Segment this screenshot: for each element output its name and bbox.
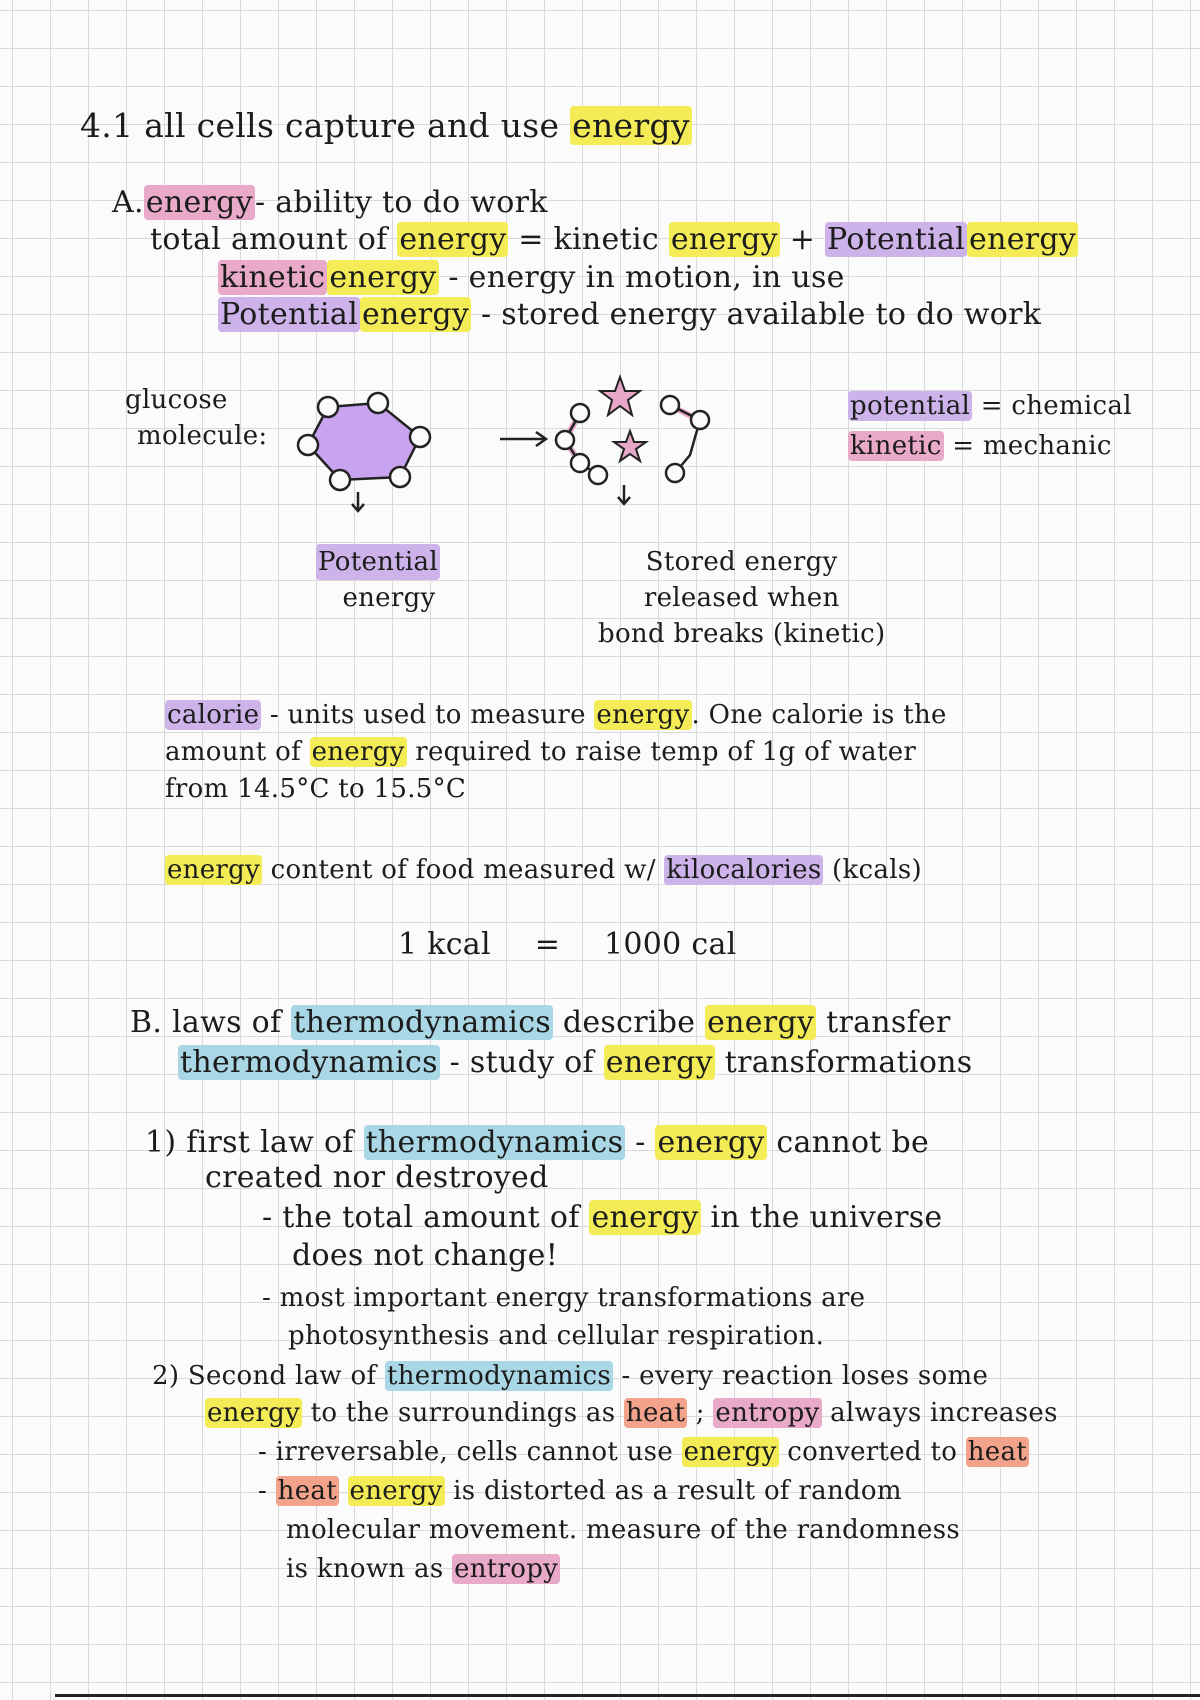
potential-energy-caption xyxy=(316,544,440,616)
eq-right: 1000 cal xyxy=(604,927,737,962)
arrow-right-icon xyxy=(500,432,546,446)
text: is distorted as a result of random xyxy=(444,1476,902,1506)
term-calorie: calorie xyxy=(167,700,260,730)
highlight-thermodynamics: thermodynamics xyxy=(365,1125,624,1160)
text: . One calorie is the xyxy=(691,700,947,730)
highlight-kinetic: kinetic xyxy=(220,260,326,295)
highlight-heat: heat xyxy=(967,1437,1027,1467)
law1-bullet-1-cont: does not change! xyxy=(292,1238,559,1273)
text: - irreversable, cells cannot use xyxy=(258,1437,682,1467)
title-highlight: energy xyxy=(572,106,690,145)
highlight-heat: heat xyxy=(625,1398,686,1428)
text: + xyxy=(779,222,826,257)
page-bottom-edge xyxy=(55,1694,1200,1697)
highlight-energy: energy xyxy=(657,1125,765,1160)
section-a-line-2 xyxy=(150,222,1078,258)
text: - stored energy available to do work xyxy=(471,297,1042,332)
highlight-kilocalories: kilocalories xyxy=(666,855,822,885)
text: ; xyxy=(687,1398,714,1428)
eq-sign: = xyxy=(534,927,561,962)
highlight-heat: heat xyxy=(277,1476,337,1506)
text: - the total amount of xyxy=(262,1200,590,1235)
glucose-label xyxy=(125,382,267,454)
section-b-line-1 xyxy=(130,1005,951,1041)
law1-bullet-2-cont: photosynthesis and cellular respiration. xyxy=(288,1321,825,1351)
highlight-potential: Potential xyxy=(827,222,966,257)
text: (kcals) xyxy=(823,855,922,885)
title-number: 4.1 xyxy=(80,106,134,145)
caption-line: Stored energy xyxy=(645,547,838,577)
highlight-energy: energy xyxy=(596,700,690,730)
kcal-equation xyxy=(398,927,737,963)
section-a-label: A. xyxy=(112,185,144,220)
text: cannot be xyxy=(766,1125,930,1160)
text: - units used to measure xyxy=(261,700,595,730)
text: - energy in motion, in use xyxy=(438,260,845,295)
text: describe xyxy=(553,1005,706,1040)
highlight-energy: energy xyxy=(207,1398,301,1428)
highlight-energy: energy xyxy=(399,222,507,257)
highlight-entropy: entropy xyxy=(454,1554,559,1584)
highlight-energy: energy xyxy=(362,297,470,332)
text: is known as xyxy=(286,1554,453,1584)
highlight-energy: energy xyxy=(969,222,1077,257)
highlight-energy: energy xyxy=(591,1200,699,1235)
highlight-thermodynamics: thermodynamics xyxy=(180,1045,438,1080)
term-energy: energy xyxy=(145,185,253,220)
text: B. laws of xyxy=(130,1005,292,1040)
legend xyxy=(848,388,1132,464)
caption-potential: Potential xyxy=(316,544,440,580)
law2-bullet-2 xyxy=(258,1473,902,1509)
law1-bullet-2: - most important energy transformations are xyxy=(262,1283,866,1313)
legend-mechanic: = mechanic xyxy=(943,431,1112,461)
legend-potential: potential xyxy=(850,391,971,421)
text: in the universe xyxy=(700,1200,943,1235)
law2-bullet-1 xyxy=(258,1434,1029,1470)
star-icon xyxy=(600,377,640,415)
law2-bullet-2-end xyxy=(286,1551,560,1587)
legend-item-potential xyxy=(848,388,1132,424)
text: total amount of xyxy=(150,222,388,257)
law2-line-1 xyxy=(152,1358,988,1394)
highlight-energy: energy xyxy=(670,222,778,257)
highlight-entropy: entropy xyxy=(715,1398,820,1428)
caption-energy: energy xyxy=(342,583,436,613)
text: amount of xyxy=(165,737,310,767)
kcal-line xyxy=(165,852,922,888)
law1-line-2: created nor destroyed xyxy=(205,1160,549,1195)
highlight-energy: energy xyxy=(311,737,405,767)
legend-kinetic: kinetic xyxy=(850,431,942,461)
highlight-potential: Potential xyxy=(220,297,358,332)
calorie-line-1 xyxy=(165,697,947,733)
section-a-line-3 xyxy=(218,260,845,296)
legend-chemical: = chemical xyxy=(972,391,1132,421)
law2-bullet-2-cont: molecular movement. measure of the randomness xyxy=(286,1515,961,1545)
section-b-line-2 xyxy=(178,1045,973,1081)
highlight-energy: energy xyxy=(683,1437,777,1467)
highlight-thermodynamics: thermodynamics xyxy=(387,1361,611,1391)
text: transfer xyxy=(816,1005,951,1040)
law1-line-1 xyxy=(145,1125,929,1161)
page-title xyxy=(80,108,692,144)
highlight-energy: energy xyxy=(349,1476,443,1506)
section-a-line-1 xyxy=(112,185,548,221)
text: - xyxy=(258,1476,276,1506)
calorie-line-2 xyxy=(165,734,916,770)
text: content of food measured w/ xyxy=(262,855,665,885)
glucose-diagram xyxy=(280,365,800,515)
highlight-energy: energy xyxy=(707,1005,815,1040)
highlight-energy: energy xyxy=(167,855,261,885)
text: converted to xyxy=(778,1437,966,1467)
text: = kinetic xyxy=(508,222,659,257)
text: to the surroundings as xyxy=(302,1398,624,1428)
caption-line: bond breaks (kinetic) xyxy=(598,619,886,649)
glucose-label-line: molecule: xyxy=(137,421,268,451)
arrow-down-icon xyxy=(352,485,630,511)
text: required to raise temp of 1g of water xyxy=(406,737,917,767)
glucose-label-line: glucose xyxy=(125,385,228,415)
text: transformations xyxy=(714,1045,973,1080)
law2-line-2 xyxy=(205,1395,1058,1431)
calorie-line-3: from 14.5°C to 15.5°C xyxy=(165,774,467,804)
highlight-energy: energy xyxy=(329,260,437,295)
legend-item-kinetic xyxy=(848,428,1132,464)
caption-line: released when xyxy=(643,583,840,613)
highlight-thermodynamics: thermodynamics xyxy=(293,1005,551,1040)
text: - every reaction loses some xyxy=(612,1361,989,1391)
title-text: all cells capture and use xyxy=(144,106,560,145)
star-icon xyxy=(614,431,646,461)
definition: - ability to do work xyxy=(254,185,548,220)
highlight-energy: energy xyxy=(605,1045,713,1080)
eq-left: 1 kcal xyxy=(398,927,491,962)
law1-bullet-1 xyxy=(262,1200,942,1236)
section-a-line-4 xyxy=(218,297,1041,333)
text: always increases xyxy=(821,1398,1058,1428)
text: - study of xyxy=(439,1045,604,1080)
text: 1) first law of xyxy=(145,1125,364,1160)
text xyxy=(339,1476,348,1506)
text: - xyxy=(625,1125,656,1160)
text: 2) Second law of xyxy=(152,1361,385,1391)
stored-energy-caption xyxy=(598,544,885,652)
